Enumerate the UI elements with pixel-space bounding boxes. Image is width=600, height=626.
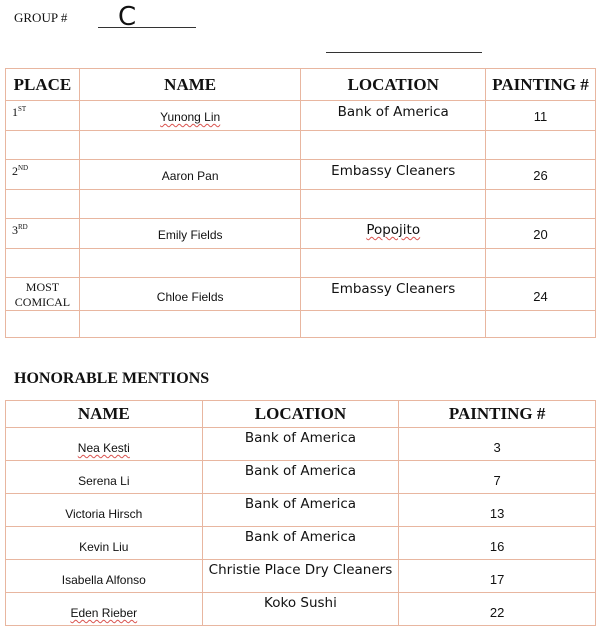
painting-number-cell: 24 xyxy=(486,278,596,311)
column-header-place: PLACE xyxy=(6,69,80,101)
name-cell xyxy=(6,461,203,494)
spacer-row xyxy=(6,131,596,160)
honorable-mentions-title: HONORABLE MENTIONS xyxy=(14,370,210,387)
column-header-name: NAME xyxy=(79,69,300,101)
location-cell: Bank of America xyxy=(202,428,399,461)
name-cell xyxy=(79,219,300,249)
honorable-header-row xyxy=(6,401,596,428)
column-header-painting: PAINTING # xyxy=(399,401,596,428)
location-cell xyxy=(301,219,486,249)
winner-name: Aaron Pan xyxy=(161,169,219,183)
painting-number-cell: 17 xyxy=(399,560,596,593)
location-cell: Embassy Cleaners xyxy=(301,160,486,190)
column-header-location: LOCATION xyxy=(301,69,486,101)
place-suffix: ST xyxy=(18,105,27,113)
place-cell xyxy=(6,101,80,131)
place-cell xyxy=(6,160,80,190)
spacer-row xyxy=(6,311,596,338)
table-row xyxy=(6,278,596,311)
mention-name: Victoria Hirsch xyxy=(65,507,143,521)
place-line-2: COMICAL xyxy=(14,295,71,309)
mention-name: Serena Li xyxy=(78,474,130,488)
place-number: 3 xyxy=(12,223,18,237)
location-cell: Bank of America xyxy=(202,527,399,560)
place-cell xyxy=(6,278,80,311)
painting-number-cell: 26 xyxy=(486,160,596,190)
table-row xyxy=(6,160,596,190)
signature-blank-line xyxy=(326,52,482,53)
mention-name: Nea Kesti xyxy=(77,441,130,455)
table-row xyxy=(6,593,596,626)
place-number: 2 xyxy=(12,164,18,178)
painting-number-cell: 22 xyxy=(399,593,596,626)
name-cell xyxy=(6,428,203,461)
name-cell xyxy=(6,494,203,527)
location-cell: Bank of America xyxy=(202,461,399,494)
column-header-location: LOCATION xyxy=(202,401,399,428)
painting-number-cell: 16 xyxy=(399,527,596,560)
mention-name: Kevin Liu xyxy=(79,540,129,554)
painting-number-cell: 20 xyxy=(486,219,596,249)
location-cell: Christie Place Dry Cleaners xyxy=(202,560,399,593)
painting-number-cell: 11 xyxy=(486,101,596,131)
location-text: Popojito xyxy=(366,222,421,238)
place-line-1: MOST xyxy=(25,280,60,294)
winner-name: Yunong Lin xyxy=(160,110,221,124)
name-cell xyxy=(6,560,203,593)
location-cell: Embassy Cleaners xyxy=(301,278,486,311)
spacer-row xyxy=(6,190,596,219)
name-cell xyxy=(79,101,300,131)
name-cell xyxy=(79,278,300,311)
table-row xyxy=(6,527,596,560)
place-cell xyxy=(6,219,80,249)
painting-number-cell: 3 xyxy=(399,428,596,461)
location-cell: Bank of America xyxy=(301,101,486,131)
name-cell xyxy=(6,593,203,626)
painting-number-cell: 13 xyxy=(399,494,596,527)
mention-name: Isabella Alfonso xyxy=(61,573,146,587)
winner-name: Chloe Fields xyxy=(156,290,224,304)
table-row xyxy=(6,219,596,249)
table-row xyxy=(6,461,596,494)
mention-name: Eden Rieber xyxy=(70,606,138,620)
winner-name: Emily Fields xyxy=(157,228,223,242)
place-suffix: RD xyxy=(18,223,28,231)
results-header-row xyxy=(6,69,596,101)
group-value: C xyxy=(98,6,196,28)
table-row xyxy=(6,428,596,461)
column-header-name: NAME xyxy=(6,401,203,428)
name-cell xyxy=(79,160,300,190)
honorable-mentions-table xyxy=(5,400,596,626)
place-suffix: ND xyxy=(18,164,29,172)
location-cell: Koko Sushi xyxy=(202,593,399,626)
column-header-painting: PAINTING # xyxy=(486,69,596,101)
table-row xyxy=(6,494,596,527)
spacer-row xyxy=(6,249,596,278)
location-cell: Bank of America xyxy=(202,494,399,527)
name-cell xyxy=(6,527,203,560)
table-row xyxy=(6,560,596,593)
group-label: GROUP # xyxy=(14,10,68,25)
painting-number-cell: 7 xyxy=(399,461,596,494)
results-table xyxy=(5,68,596,338)
table-row xyxy=(6,101,596,131)
place-number: 1 xyxy=(12,105,18,119)
